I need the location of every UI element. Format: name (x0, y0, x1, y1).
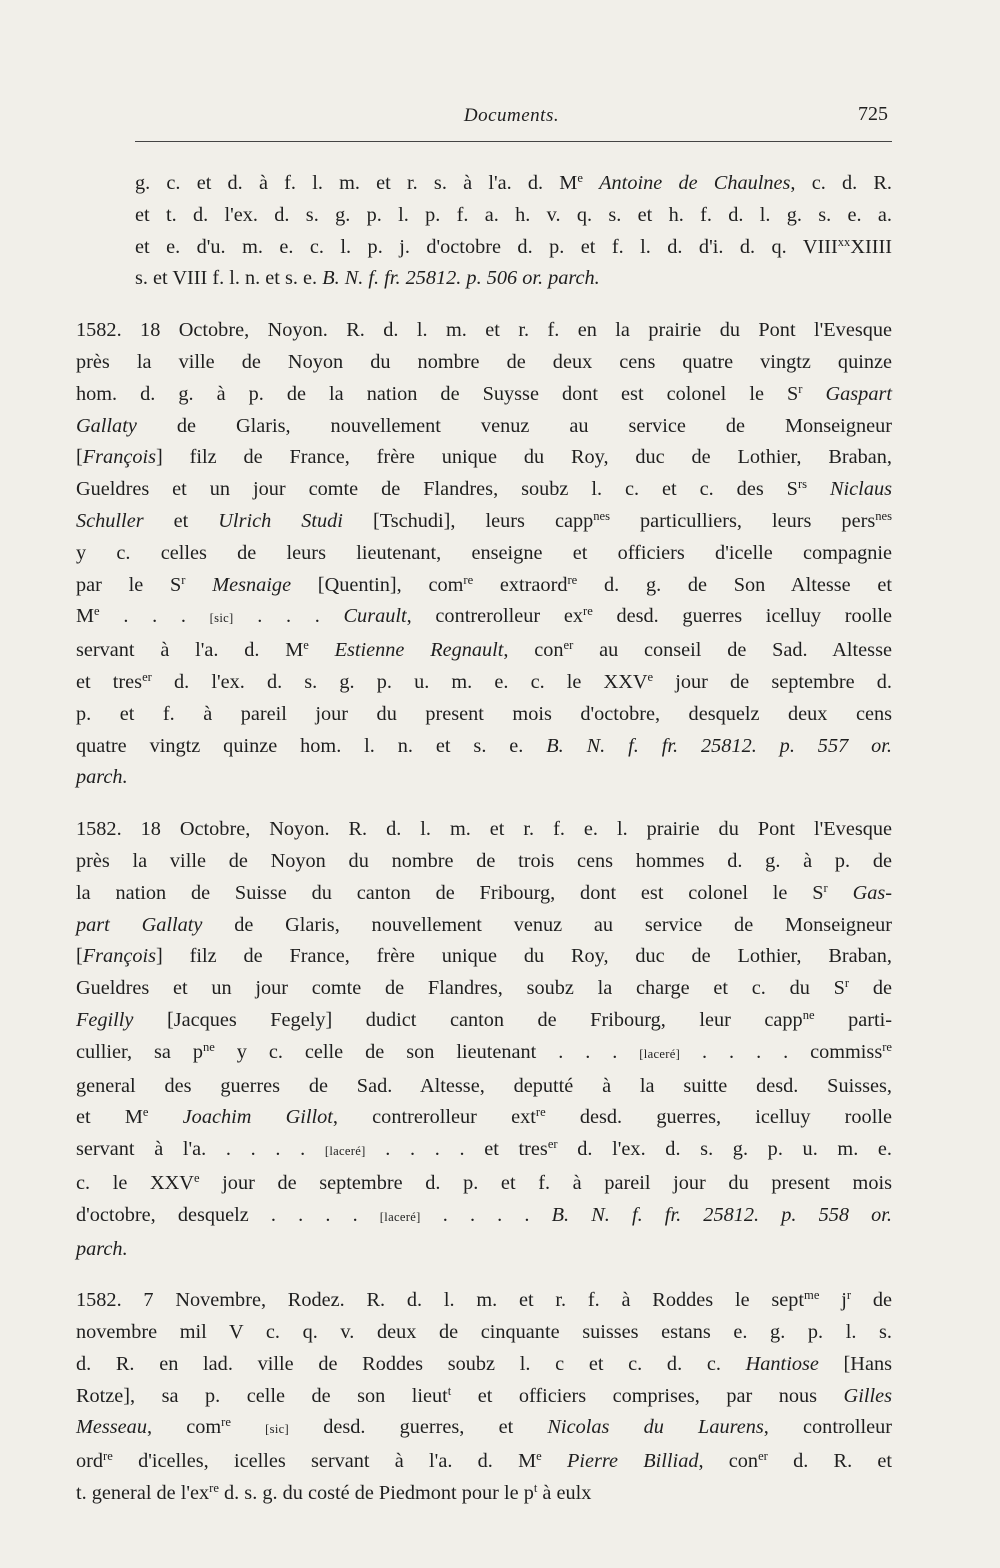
text-line: novembre mil V c. q. v. deux de cinquante suisses estans e. g. p. l. s. (76, 1321, 892, 1344)
text-line: servant à l'a. . . . . [laceré] . . . . et tres$^{er}$ d. l'ex. d. s. g. p. u. m. e. (76, 1137, 893, 1161)
text-line: s. et VIII f. l. n. et s. e. B. N. f. fr. 25812. p. 506 or. parch. (135, 267, 600, 290)
text-line: Gueldres et un jour comte de Flandres, soubz la charge et c. du $S^r$ de (76, 976, 892, 1000)
document-entry (76, 315, 892, 794)
text-line: g. c. et d. à f. l. m. et r. s. à l'a. d. Me Antoine de Chaulnes, c. d. R. (135, 171, 892, 194)
text-line: Gallaty de Glaris, nouvellement venuz au service de Monseigneur (76, 414, 892, 437)
text-line: cullier, sa $p^{ne}$ y c. celle de son lieutenant . . . [laceré] . . . . commiss$^{re}$ (76, 1039, 892, 1063)
document-entry (76, 814, 892, 1265)
text-line: 1582. 18 Octobre, Noyon. R. d. l. m. et r. f. e. l. prairie du Pont l'Evesque (76, 818, 892, 841)
text-line: d. R. en lad. ville de Roddes soubz l. c et c. d. c. Hantiose [Hans (76, 1352, 892, 1375)
text-line: [François] filz de France, frère unique du Roy, duc de Lothier, Braban, (76, 446, 892, 469)
text-line: près la ville de Noyon du nombre de trois cens hommes d. g. à p. de (76, 849, 892, 872)
text-line: p. et f. à pareil jour du present mois d'octobre, desquelz deux cens (76, 702, 892, 725)
text-line: et t. d. l'ex. d. s. g. p. l. p. f. a. h. v. q. s. et h. f. d. l. g. s. e. a. (135, 203, 892, 226)
text-line: parch. (76, 1237, 128, 1260)
text-line: par le $S^r$ Mesnaige [Quentin], com$^{re}$ extraord$^{re}$ d. g. de Son Altesse et (76, 572, 893, 596)
text-line: et e. d'u. m. e. c. l. p. j. d'octobre d. p. et f. l. d. d'i. d. q. VIII$^{xx}$XIIII (135, 234, 892, 258)
page-header (135, 103, 888, 137)
document-entry (76, 1285, 892, 1510)
continuation-paragraph (76, 168, 892, 295)
text-line: ord$^{re}$ d'icelles, icelles servant à l'a. d. Me Pierre Billiad, con$^{er}$ d. R. et (76, 1449, 893, 1473)
text-line: 1582. 18 Octobre, Noyon. R. d. l. m. et r. f. en la prairie du Pont l'Evesque (76, 319, 892, 342)
text-line: [François] filz de France, frère unique du Roy, duc de Lothier, Braban, (76, 945, 892, 968)
text-line: Messeau, com$^{re}$ [sic] desd. guerres, et Nicolas du Laurens, controlleur (76, 1415, 893, 1439)
text-line: c. le XXVe jour de septembre d. p. et f. à pareil jour du present mois (76, 1170, 892, 1194)
text-line: general des guerres de Sad. Altesse, deputté à la suitte desd. Suisses, (76, 1074, 892, 1097)
text-line: quatre vingtz quinze hom. l. n. et s. e. B. N. f. fr. 25812. p. 557 or. (76, 734, 892, 757)
text-line: part Gallaty de Glaris, nouvellement venuz au service de Monseigneur (76, 913, 893, 936)
text-line: 1582. 7 Novembre, Rodez. R. d. l. m. et r. f. à Roddes le sept$^{me}$ $j^r$ de (76, 1288, 892, 1312)
text-line: t. general de $l'ex^{re}$ d. s. g. du costé de Piedmont pour le $p^t$ à eulx (76, 1481, 592, 1505)
header-rule (135, 141, 892, 142)
page-number: 725 (858, 103, 888, 125)
text-line: hom. d. g. à p. de la nation de Suysse dont est colonel le $S^r$ Gaspart (76, 381, 892, 405)
text-line: Schuller et Ulrich Studi [Tschudi], leurs capp$^{nes}$ particulliers, leurs pers$^{nes}$ (76, 509, 893, 532)
text-line: Gueldres et un jour comte de Flandres, soubz l. c. et c. des $S^{rs}$ Niclaus (76, 477, 892, 501)
running-title: Documents. (463, 105, 560, 126)
document-body (76, 168, 892, 1510)
text-line: près la ville de Noyon du nombre de deux cens quatre vingtz quinze (76, 350, 892, 373)
text-line: et Me Joachim Gillot, contrerolleur ext$^{re}$ desd. guerres, icelluy roolle (76, 1105, 892, 1129)
text-line: y c. celles de leurs lieutenant, enseigne et officiers d'icelle compagnie (76, 541, 892, 564)
text-line: d'octobre, desquelz . . . . [laceré] . . . . B. N. f. fr. 25812. p. 558 or. (76, 1203, 892, 1226)
text-line: la nation de Suisse du canton de Fribourg, dont est colonel le $S^r$ Gas- (76, 880, 892, 904)
text-line: et tres$^{er}$ d. l'ex. d. s. g. p. u. m. e. c. le XXVe jour de septembre d. (76, 670, 892, 693)
text-line: servant à l'a. d. Me Estienne Regnault, con$^{er}$ au conseil de Sad. Altesse (76, 638, 892, 662)
text-line: Fegilly [Jacques Fegely] dudict canton de Fribourg, leur capp$^{ne}$ parti- (76, 1008, 892, 1031)
text-line: Rotze], sa p. celle de son lieut$^t$ et officiers comprises, par nous Gilles (76, 1383, 892, 1407)
text-line: parch. (76, 766, 128, 789)
text-line: Me . . . [sic] . . . Curault, contrerolleur $ex^{re}$ desd. guerres icelluy roolle (76, 604, 892, 628)
